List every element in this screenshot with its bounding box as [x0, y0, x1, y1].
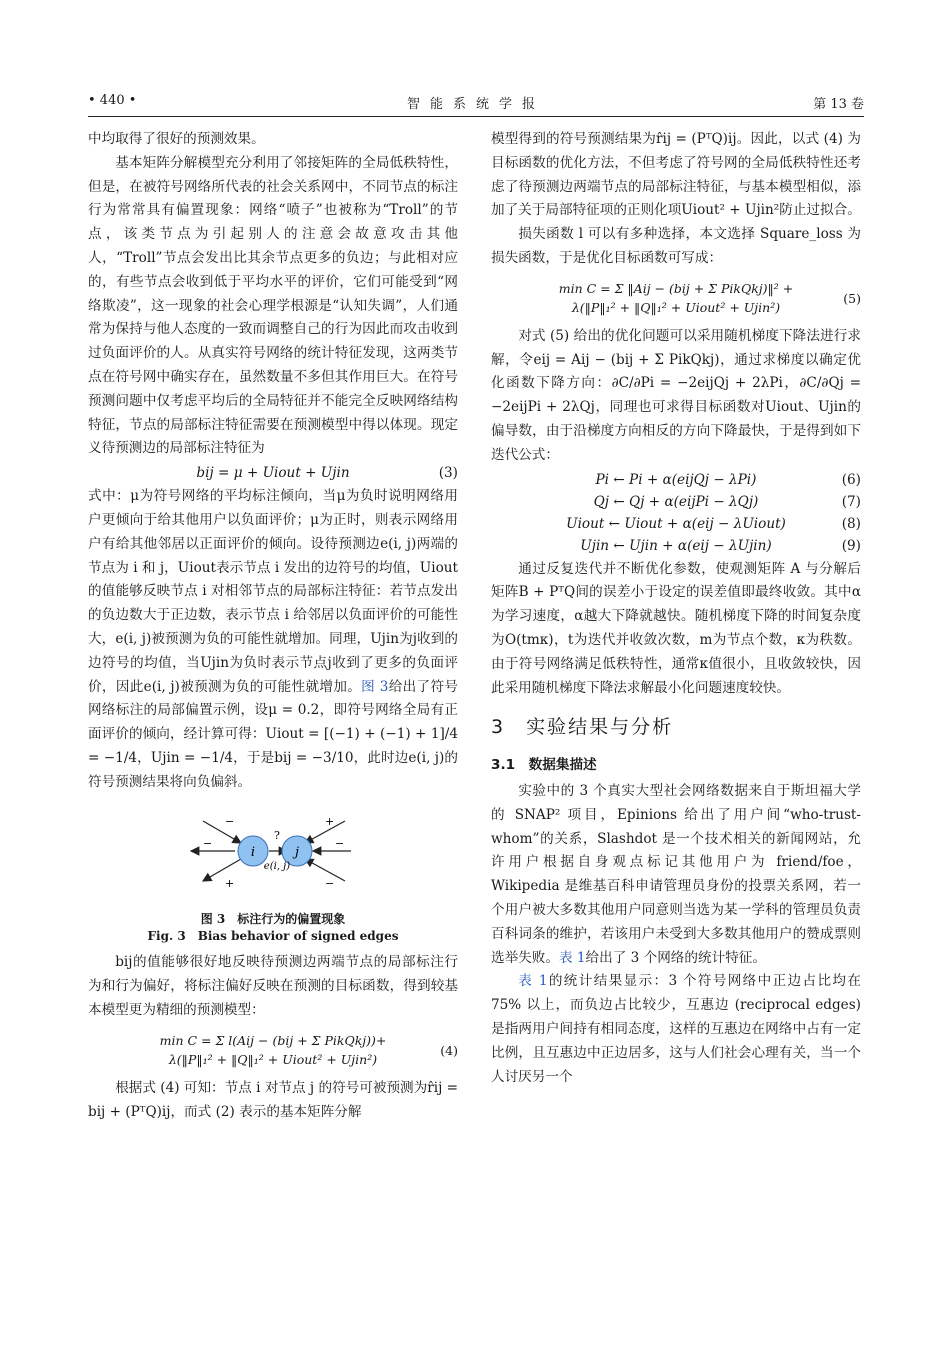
figure-caption-en: Fig. 3 Bias behavior of signed edges	[147, 929, 399, 944]
section-heading: 3 实验结果与分析	[491, 716, 674, 739]
equation-body: Ujin ← Ujin + α(eij − λUjin)	[580, 537, 772, 554]
figure-caption-cn: 图 3 标注行为的偏置现象	[200, 912, 346, 927]
equation-number: (3)	[438, 465, 458, 482]
figure-3	[88, 801, 458, 910]
equation-8	[491, 514, 861, 534]
equation-number: (5)	[843, 290, 861, 306]
paragraph-text: 式中：μ为符号网络的平均标注倾向，当μ为负时说明网络用户更倾向于给其他用户以负面评价；μ为正时，则表示网络用户有给其他邻居以正面评价的倾向。设待预测边e(i, j)两端的节点为 i 和 j，Uiout表示节点 i 发出的边符号的均值，Uiout的值能够反映节点 i 对相邻节点的局部标注特征：若节点发出的负边数大于正边数，表示节点 i 给邻居以负面评价的可能性大，e(i, j)被预测为负的可能性就增加。同理，Ujin为j收到的边符号的均值，当Ujin为负时表示节点j收到了更多的负面评价，因此e(i, j)被预测为负的可能性就增加。	[88, 488, 458, 695]
running-header	[88, 90, 864, 117]
equation-5	[491, 273, 861, 323]
sign-label: +	[225, 876, 235, 890]
right-column	[491, 128, 861, 1089]
paragraph	[491, 970, 861, 1089]
equation-line: λ(‖P‖₁² + ‖Q‖₁² + Uiout² + Ujin²)	[571, 299, 781, 315]
equation-body: bij = μ + Uiout + Ujin	[196, 465, 350, 482]
paragraph: 中均取得了很好的预测效果。	[88, 131, 265, 147]
edge-label: e(i, j)	[263, 860, 291, 872]
table-link[interactable]: 表 1	[558, 949, 586, 966]
sign-label: −	[325, 876, 335, 890]
left-column	[88, 128, 458, 1124]
equation-body: Uiout ← Uiout + α(eij − λUiout)	[566, 515, 786, 532]
equation-line: min C = Σ ‖Aij − (bij + Σ PikQkj)‖² +	[558, 280, 794, 296]
paragraph: 损失函数 l 可以有多种选择，本文选择 Square_loss 为损失函数，于是优化目标函数可写成：	[491, 226, 861, 266]
paragraph: 对式 (5) 给出的优化问题可以采用随机梯度下降法进行求解，令eij = Aij − (bij + Σ PikQkj)，通过求梯度以确定优化函数下降方向：∂C/∂Pi = −2eijQj + 2λPi，∂C/∂Qj = −2eijPi + 2λQj，同理也可求得目标函数对Uiout、Ujin的偏导数，由于沿梯度方向相反的方向下降最快，于是得到如下迭代公式：	[491, 327, 861, 463]
equation-number: (8)	[841, 515, 861, 532]
journal-title: 智能系统学报	[406, 97, 545, 112]
paragraph-text: 的统计结果显示：3 个符号网络中正边占比均在 75% 以上，而负边占比较少，互惠边 (reciprocal edges) 是指两用户间持有相同态度，这样的互惠边在网络中占有一定比例，且互惠边中正边居多，这与人们社会心理有关，当一个人讨厌另一个	[491, 973, 861, 1085]
equation-6	[491, 470, 861, 490]
sign-label: −	[335, 836, 345, 850]
node-j-label: j	[294, 844, 300, 860]
equation-number: (6)	[841, 471, 861, 488]
paragraph: 根据式 (4) 可知：节点 i 对节点 j 的符号可被预测为r̂ij = bij + (PᵀQ)ij，而式 (2) 表示的基本矩阵分解	[88, 1079, 458, 1120]
equation-number: (4)	[440, 1042, 458, 1058]
node-i-label: i	[250, 844, 256, 860]
equation-9	[491, 536, 861, 556]
equation-3	[88, 463, 458, 483]
page-number: • 440 •	[88, 93, 137, 108]
equation-number: (7)	[841, 493, 861, 510]
equation-7	[491, 492, 861, 512]
equation-line: min C = Σ l(Aij − (bij + Σ PikQkj))+	[159, 1032, 387, 1048]
subsection-heading: 3.1 数据集描述	[491, 757, 597, 774]
sign-label: −	[225, 814, 235, 828]
paragraph: 通过反复迭代并不断优化参数，使观测矩阵 A 与分解后矩阵B + PᵀQ间的误差小于设定的误差值即最终收敛。其中α为学习速度，α越大下降就越快。随机梯度下降的时间复杂度为O(tmκ)，t为迭代并收敛次数，m为节点个数，κ为秩数。由于符号网络满足低秩特性，通常κ值很小，且收敛较快，因此采用随机梯度下降法求解最小化问题速度较快。	[491, 560, 861, 696]
paragraph: 基本矩阵分解模型充分利用了邻接矩阵的全局低秩特性，但是，在被符号网络所代表的社会关系网中，不同节点的标注行为常常具有偏置现象：网络“喷子”也被称为“Troll”的节点，该类节点为引起别人的注意会故意攻击其他人，“Troll”节点会发出比其余节点更多的负边；与此相对应的，有些节点会收到低于平均水平的评价，它们可能受到“网络欺凌”，这一现象的社会心理学根源是“认知失调”，人们通常为保持与他人态度的一致而调整自己的行为因此而攻击收到过负面评价的人。从真实符号网络的统计特征发现，这两类节点在符号网中确实存在，虽然数量不多但其作用巨大。在符号预测问题中仅考虑平均后的全局特征并不能完全反映网络结构特征，节点的局部标注特征需要在预测模型中得以体现。现定义待预测边的局部标注特征为	[88, 154, 458, 457]
equation-body: Pi ← Pi + α(eijQj − λPi)	[595, 471, 757, 488]
equation-line: λ(‖P‖₁² + ‖Q‖₁² + Uiout² + Ujin²)	[168, 1051, 378, 1067]
sign-label: −	[203, 836, 213, 850]
volume-label: 第 13 卷	[813, 97, 864, 112]
paragraph	[491, 780, 861, 970]
equation-number: (9)	[841, 537, 861, 554]
figure-link[interactable]: 图 3	[361, 678, 389, 695]
out-edge	[203, 859, 241, 881]
sign-label: +	[325, 814, 335, 828]
table-link[interactable]: 表 1	[518, 973, 548, 990]
paragraph: 模型得到的符号预测结果为r̂ij = (PᵀQ)ij。因此，以式 (4) 为目标函数的优化方法，不但考虑了符号网的全局低秩特性还考虑了待预测边两端节点的局部标注特征，与基本模型相似，添加了关于局部特征项的正则化项Uiout² + Ujin²防止过拟合。	[491, 131, 861, 219]
paragraph-text: 给出了 3 个网络的统计特征。	[585, 949, 766, 966]
equation-4	[88, 1025, 458, 1075]
equation-body: Qj ← Qj + α(eijPi − λQj)	[593, 493, 759, 510]
paragraph-text: 实验中的 3 个真实大型社会网络数据来自于斯坦福大学的 SNAP² 项目，Epinions 给出了用户间“who-trust-whom”的关系，Slashdot 是一个技术相关的新闻网站，允许用户根据自身观点标记其他用户为 friend/foe，Wikipedia 是维基百科申请管理员身份的投票关系网，若一个用户被大多数其他用户同意则当选为某一学科的管理员负责百科词条的维护，若该用户未受到大多数其他用户的赞成票则选举失败。	[491, 782, 861, 966]
paragraph	[88, 485, 458, 794]
bias-diagram	[173, 801, 373, 901]
paragraph: bij的值能够很好地反映待预测边两端节点的局部标注行为和行为偏好，将标注偏好反映在预测的目标函数，得到较基本模型更为精细的预测模型：	[88, 954, 458, 1018]
paragraph-text: 给出了符号网络标注的局部偏置示例，设μ = 0.2，即符号网络全局有正面评价的倾向，经计算可得：Uiout = [(−1) + (−1) + 1]/4 = −1/4，Ujin = −1/4，于是bij = −3/10，此时边e(i, j)的符号预测结果将向负偏斜。	[88, 678, 458, 790]
question-mark: ?	[274, 828, 280, 842]
